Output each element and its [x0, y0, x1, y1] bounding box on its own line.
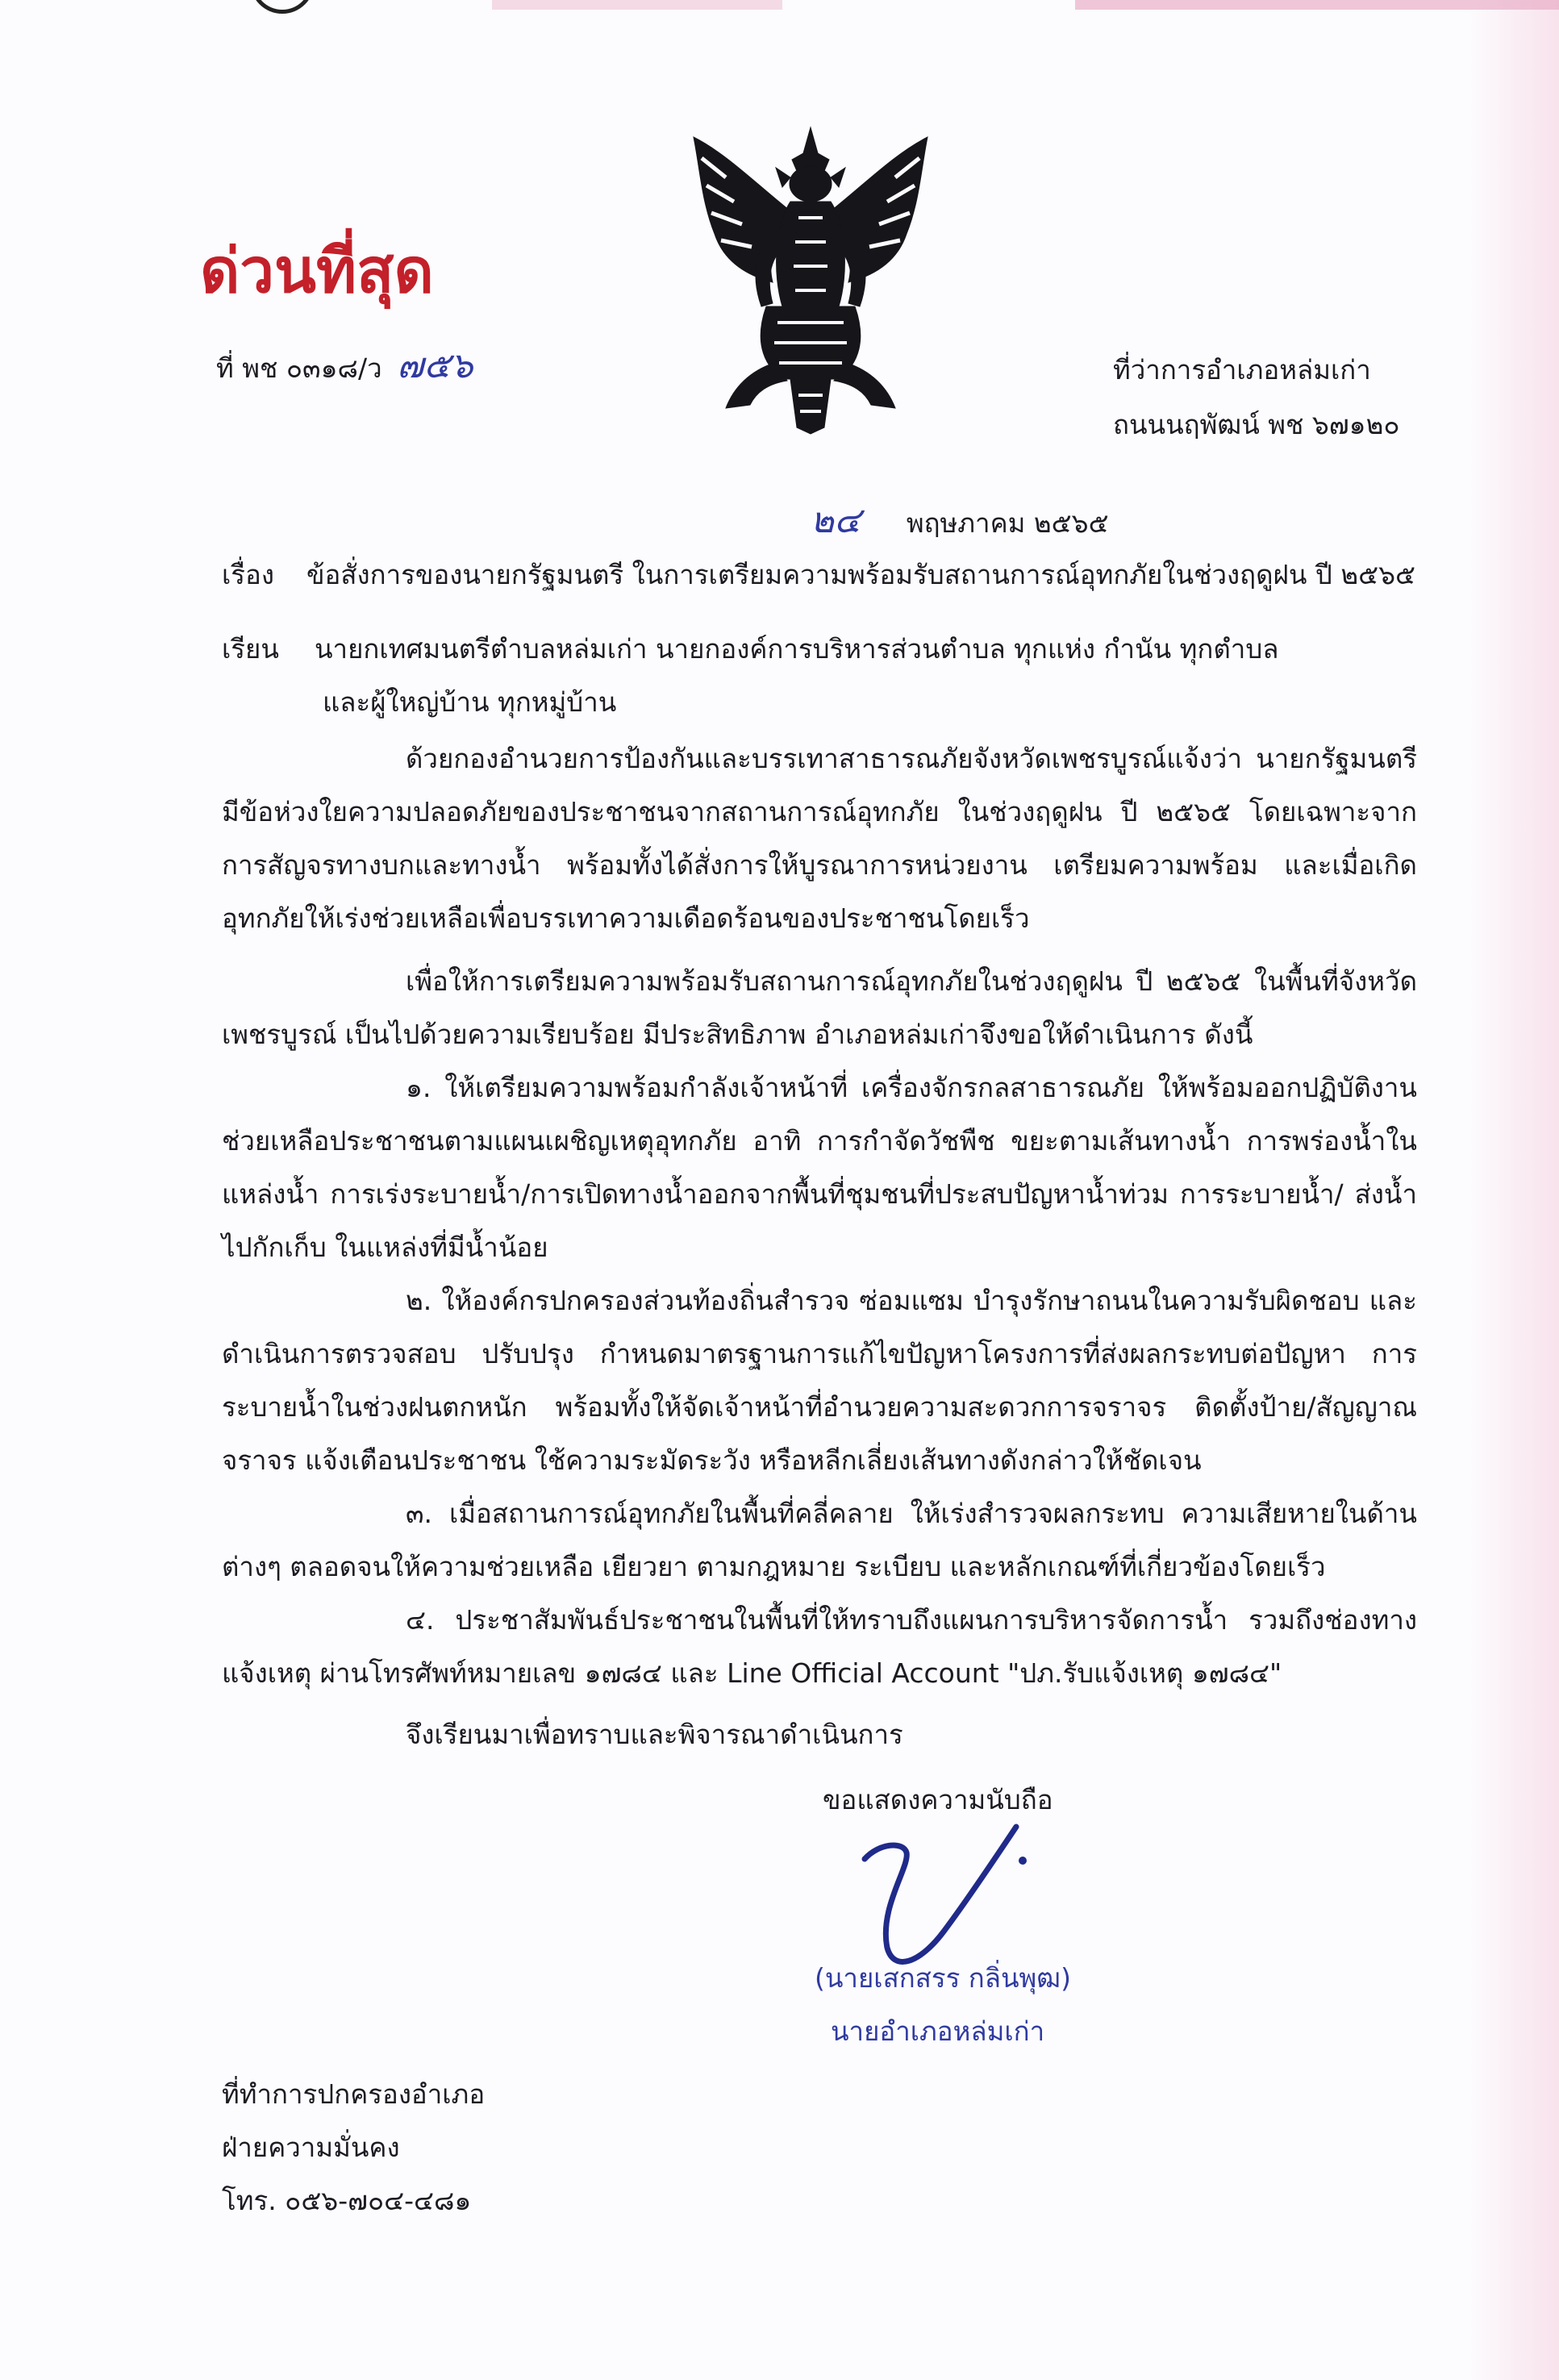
paper-top-tint — [1075, 0, 1559, 10]
body-item-2: ๒. ให้องค์กรปกครองส่วนท้องถิ่นสำรวจ ซ่อมแซม บำรุงรักษาถนนในความรับผิดชอบ และดำเนินการตรวจสอบ ปรับปรุง กำหนดมาตรฐานการแก้ไขปัญหาโครงการที่ส่งผลกระทบต่อปัญหา การระบายน้ำในช่วงฝนตกหนัก พร้อมทั้งให้จัดเจ้าหน้าที่อำนวยความสะดวกการจราจร ติดตั้งป้าย/สัญญาณจราจร แจ้งเตือนประชาชน ใช้ความระมัดระวัง หรือหลีกเลี่ยงเส้นทางดังกล่าวให้ชัดเจน — [222, 1285, 1417, 1476]
date-month-year: พฤษภาคม ๒๕๖๕ — [906, 507, 1109, 539]
handwritten-signature — [855, 1811, 1040, 1980]
letter-date — [811, 492, 1109, 548]
footer-division: ฝ่ายความมั่นคง — [222, 2132, 400, 2163]
body-paragraph-1: ด้วยกองอำนวยการป้องกันและบรรเทาสาธารณภัยจังหวัดเพชรบูรณ์แจ้งว่า นายกรัฐมนตรีมีข้อห่วงใยความปลอดภัยของประชาชนจากสถานการณ์อุทกภัย ในช่วงฤดูฝน ปี ๒๕๖๕ โดยเฉพาะจากการสัญจรทางบกและทางน้ำ พร้อมทั้งได้สั่งการให้บูรณาการหน่วยงาน เตรียมความพร้อม และเมื่อเกิดอุทกภัยให้เร่งช่วยเหลือเพื่อบรรเทาความเดือดร้อนของประชาชนโดยเร็ว — [222, 743, 1417, 934]
paper-edge-tint — [1470, 0, 1559, 2380]
letter-body — [222, 732, 1417, 1761]
garuda-emblem-icon — [677, 121, 944, 436]
recipient-label: เรียน — [222, 633, 279, 665]
body-item-3: ๓. เมื่อสถานการณ์อุทกภัยในพื้นที่คลี่คลาย ให้เร่งสำรวจผลกระทบ ความเสียหายในด้านต่างๆ ตลอดจนให้ความช่วยเหลือ เยียวยา ตามกฎหมาย ระเบียบ และหลักเกณฑ์ที่เกี่ยวข้องโดยเร็ว — [222, 1498, 1417, 1582]
doc-number-prefix: ที่ พช ๐๓๑๘/ว — [216, 352, 382, 384]
office-address-line2: ถนนนฤพัฒน์ พช ๖๗๑๒๐ — [1113, 409, 1400, 440]
date-day-handwritten: ๒๔ — [811, 500, 861, 541]
doc-number — [216, 337, 473, 394]
subject-label: เรื่อง — [222, 559, 274, 590]
body-item-4: ๔. ประชาสัมพันธ์ประชาชนในพื้นที่ให้ทราบถึงแผนการบริหารจัดการน้ำ รวมถึงช่องทางแจ้งเหตุ ผ่านโทรศัพท์หมายเลข ๑๗๘๔ และ Line Official Account "ปภ.รับแจ้งเหตุ ๑๗๘๔" — [222, 1604, 1417, 1689]
body-paragraph-2: เพื่อให้การเตรียมความพร้อมรับสถานการณ์อุทกภัยในช่วงฤดูฝน ปี ๒๕๖๕ ในพื้นที่จังหวัดเพชรบูรณ์ เป็นไปด้วยความเรียบร้อย มีประสิทธิภาพ อำเภอหล่มเก่าจึงขอให้ดำเนินการ ดังนี้ — [222, 965, 1417, 1050]
recipient-line1: นายกเทศมนตรีตำบลหล่มเก่า นายกองค์การบริหารส่วนตำบล ทุกแห่ง กำนัน ทุกตำบล — [315, 633, 1279, 665]
urgency-heading: ด่วนที่สุด — [200, 235, 434, 306]
signatory-name: (นายเสกสรร กลิ่นพุฒ) — [815, 1962, 1071, 1994]
body-item-1: ๑. ให้เตรียมความพร้อมกำลังเจ้าหน้าที่ เครื่องจักรกลสาธารณภัย ให้พร้อมออกปฏิบัติงาน ช่วยเหลือประชาชนตามแผนเผชิญเหตุอุทกภัย อาทิ การกำจัดวัชพืช ขยะตามเส้นทางน้ำ การพร่องน้ำในแหล่งน้ำ การเร่งระบายน้ำ/การเปิดทางน้ำออกจากพื้นที่ชุมชนที่ประสบปัญหาน้ำท่วม การระบายน้ำ/ ส่งน้ำไปกักเก็บ ในแหล่งที่มีน้ำน้อย — [222, 1072, 1417, 1263]
footer-office: ที่ทำการปกครองอำเภอ — [222, 2078, 486, 2110]
closing-sentence: จึงเรียนมาเพื่อทราบและพิจารณาดำเนินการ — [406, 1719, 903, 1750]
doc-number-handwritten: ๗๕๖ — [397, 345, 473, 386]
subject-text: ข้อสั่งการของนายกรัฐมนตรี ในการเตรียมความพร้อมรับสถานการณ์อุทกภัยในช่วงฤดูฝน ปี ๒๕๖๕ — [306, 559, 1415, 590]
footer-phone: โทร. ๐๕๖-๗๐๔-๔๘๑ — [222, 2185, 472, 2216]
salutation: ขอแสดงความนับถือ — [823, 1784, 1053, 1815]
office-address-line1: ที่ว่าการอำเภอหล่มเก่า — [1113, 354, 1371, 386]
paper-top-tint-2 — [492, 0, 782, 10]
signatory-position: นายอำเภอหล่มเก่า — [831, 2015, 1045, 2047]
binder-hole — [250, 0, 315, 14]
recipient-line2: และผู้ใหญ่บ้าน ทุกหมู่บ้าน — [323, 686, 617, 718]
